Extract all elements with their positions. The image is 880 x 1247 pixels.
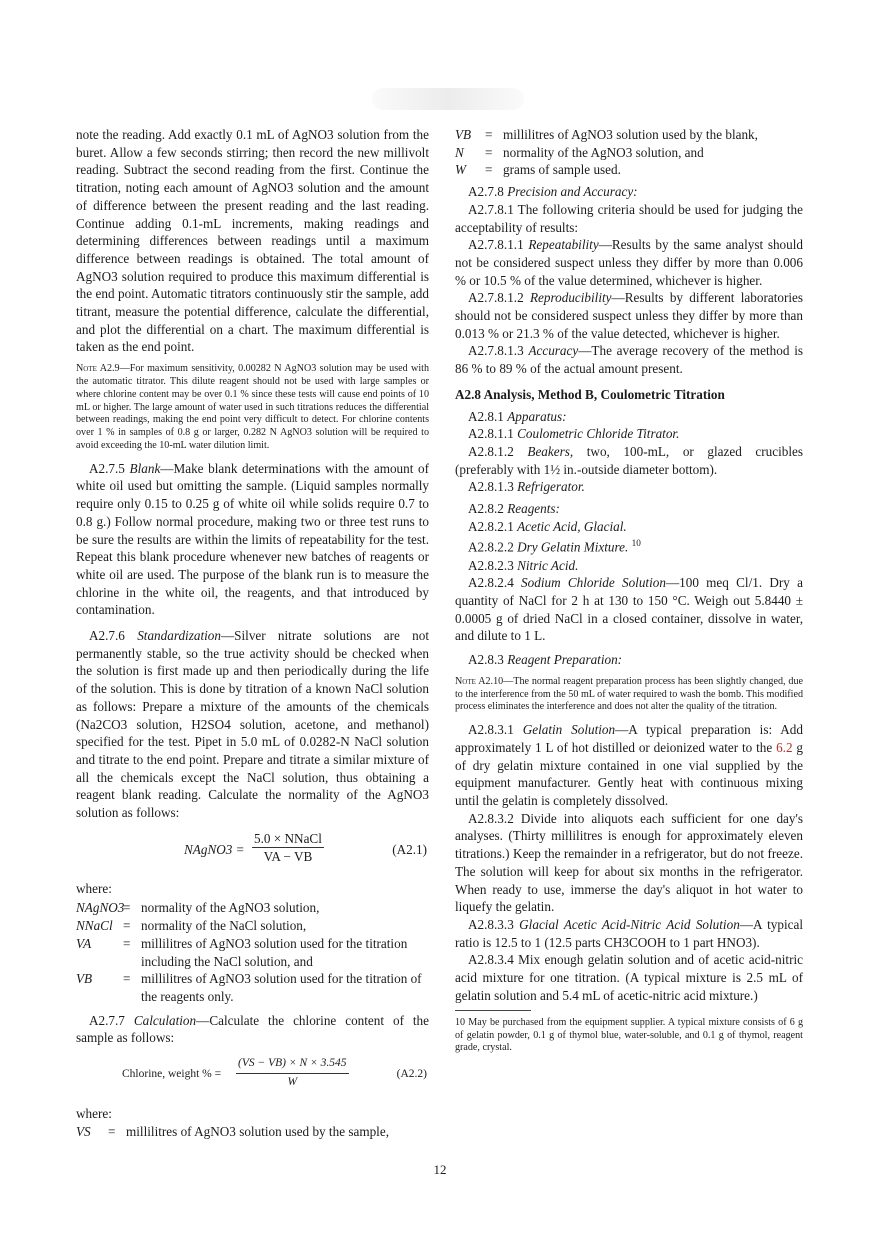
section-a2-7-7 xyxy=(76,1012,429,1047)
definition-item: NNaCl = normality of the NaCl solution, xyxy=(76,918,307,934)
section-a2-7-8-1: A2.7.8.1 The following criteria should be used for judging the acceptability of results: xyxy=(455,201,803,235)
where-label: where: xyxy=(76,880,112,896)
definition-item: VB = millilitres of AgNO3 solution used for the titration of the reagents only. xyxy=(76,971,422,1004)
section-title: Calculation xyxy=(133,1012,197,1028)
section-text: —Make blank determinations with the amount of white oil used but omitting the sample. (Liquid samples normally require only 0.15 to 0.25 g of white oil while solids require 0.7 to 0.8 g.) Follow normal procedure, making two or three test runs to be sure the results are within the limits of repeatability for the test. Repeat this blank procedure whenever new batches of reagents or white oil are used. The purpose of the blank run is to measure the chlorine in the white oil, the reagents, and that introduced by contamination. xyxy=(76,460,430,618)
definition-item: N = normality of the AgNO3 solution, and xyxy=(455,144,704,160)
footnote: 10 May be purchased from the equipment supplier. A typical mixture consists of 6 g of gelatin powder, 0.1 g of thymol blue, water-soluble, and 0.1 g of thymol, reagent grade, crystal. xyxy=(455,1017,803,1054)
left-column xyxy=(76,126,429,1141)
equation-denominator: W xyxy=(287,1075,298,1088)
definition-item: VA = millilitres of AgNO3 solution used for the titration including the NaCl solution, and xyxy=(76,935,408,969)
note-a2-10 xyxy=(455,676,803,714)
section-a2-8-2-2: A2.8.2.2 Dry Gelatin Mixture. $^{10}$ xyxy=(468,538,641,555)
footnote-divider xyxy=(455,1010,531,1011)
equation-fraction xyxy=(236,1055,349,1091)
section-title: Standardization xyxy=(137,628,221,644)
note-text: —The normal reagent preparation process has been slightly changed, due to the interference from the 50 mL of water required to wash the bomb. This modified process eliminates the interference and does not alter the quality of the titration. xyxy=(455,675,803,713)
section-number: A2.7.7 xyxy=(89,1012,125,1028)
paragraph-intro: note the reading. Add exactly 0.1 mL of AgNO3 solution from the buret. Allow a few seconds stirring; then record the new millivolt reading. Subtract the second reading from the first. Continue the titration, noting each amount of AgNO3 solution and the amount of difference between the present reading and the last reading. Continue adding 0.1-mL increments, making readings and determining differences between readings until a maximum difference between readings is obtained. The total amount of AgNO3 solution required to produce this maximum differential is the end point. Automatic titrators continuously stir the sample, add titrant, measure the potential difference, calculate the differential, and plot the differential on a chart. The maximum differential is taken as the end point. xyxy=(76,127,429,355)
section-a2-8-3-4: A2.8.3.4 Mix enough gelatin solution and of acetic acid-nitric acid mixture for one titration. (A typical mixture is 2.5 mL of gelatin solution and 5.4 mL of acetic-nitric acid mixture.) xyxy=(455,952,803,1003)
section-a2-8-3-1: A2.8.3.1 Gelatin Solution—A typical preparation is: Add approximately 1 L of hot distilled or deionized water to the 6.2 g of dry gelatin mixture contained in one vial supplied by the equipment manufacturer. Gently heat with continuous mixing until the gelatin is completely dissolved. xyxy=(455,722,804,808)
section-text: —Calculate the chlorine content of the sample as follows: xyxy=(76,1012,429,1046)
section-a2-8-1-2: A2.8.1.2 Beakers, two, 100-mL, or glazed crucibles (preferably with 1½ in.-outside diameter bottom). xyxy=(455,443,803,477)
section-number: A2.7.6 xyxy=(89,628,125,644)
section-a2-7-8-1-1: A2.7.8.1.1 Repeatability—Results by the same analyst should not be considered suspect unless they differ by more than 0.006 % or 10.5 % of the value determined, whichever is higher. xyxy=(455,237,804,288)
section-a2-8-2: A2.8.2 Reagents: xyxy=(468,501,560,517)
section-a2-8-3-2: A2.8.3.2 Divide into aliquots each sufficient for one day's analyses. (Thirty millilitres is enough for approximately eleven titrations.) Keep the remainder in a refrigerator, but do not freeze. The solution will keep for about six months in the refrigerator. When ready to use, immerse the day's aliquot in hot water to liquefy the gelatin. xyxy=(455,810,803,915)
section-a2-8-2-3: A2.8.2.3 Nitric Acid. xyxy=(468,557,579,573)
section-heading-a2-8: A2.8 Analysis, Method B, Coulometric Titration xyxy=(455,386,725,402)
equation-numerator: (VS − VB) × N × 3.545 xyxy=(236,1055,349,1074)
right-column xyxy=(455,126,803,1004)
section-a2-8-2-1: A2.8.2.1 Acetic Acid, Glacial. xyxy=(468,518,627,534)
note-text: —For maximum sensitivity, 0.00282 N AgNO3 solution may be used with the automatic titrator. This dilute reagent should not be used with large samples or where chlorine content may be over 0.1 % since these tests will cause end points of 10 mL or higher. The large amount of water used in such titrations reduces the differential between readings, making the end point very difficult to detect. For chlorine contents over 1 % in samples of 0.8 g or larger, 0.282 N AgNO3 solution will be required to avoid exceeding the 10-mL water dilution limit. xyxy=(76,363,429,451)
section-a2-7-5 xyxy=(76,460,429,619)
section-a2-7-6 xyxy=(76,627,429,822)
section-text: —Silver nitrate solutions are not permanently stable, so the true activity should be checked when the solution is first made up and then periodically during the life of the solution. This is done by titration of a known NaCl solution as follows: Prepare a mixture of the amounts of the chemicals (Na2CO3 solution, H2SO4 solution, acetone, and methanol) specified for the test. Pipet in 5.0 mL of 0.0282-N NaCl solution and titrate to the end point. Prepare and titrate a similar mixture of all the chemicals except the NaCl solution, thus obtaining a reagent blank reading. Calculate the normality of the AgNO3 solution as follows: xyxy=(76,628,430,821)
section-title: Blank xyxy=(129,460,161,476)
definition-item: VS = millilitres of AgNO3 solution used by the sample, xyxy=(76,1123,389,1139)
equation-denominator: VA − VB xyxy=(263,849,313,865)
equation-a2-2 xyxy=(76,1053,429,1099)
equation-lhs: NAgNO3 = xyxy=(184,841,245,857)
definitions-list xyxy=(76,899,429,1005)
section-a2-8-1-3: A2.8.1.3 Refrigerator. xyxy=(468,479,585,495)
equation-a2-1 xyxy=(76,828,429,874)
note-a2-9 xyxy=(76,363,429,453)
where-label: where: xyxy=(76,1106,112,1122)
definitions-list xyxy=(455,126,803,179)
section-a2-7-8: A2.7.8 Precision and Accuracy: xyxy=(468,184,638,200)
section-a2-8-3-3: A2.8.3.3 Glacial Acetic Acid-Nitric Acid Solution—A typical ratio is 12.5 to 1 (12.5 parts CH3COOH to 1 part HNO3). xyxy=(455,916,804,950)
section-a2-8-2-4: A2.8.2.4 Sodium Chloride Solution—100 meq Cl/1. Dry a quantity of NaCl for 2 h at 130 to 150 °C. Weigh out 5.8440 ± 0.0005 g of dried NaCl in a closed container, dissolve in water, and dilute to 1 L. xyxy=(455,575,803,644)
section-reference-link[interactable]: 6.2 xyxy=(776,739,793,755)
page-number: 12 xyxy=(433,1162,447,1177)
section-title: Precision and Accuracy: xyxy=(507,184,638,200)
section-a2-7-8-1-3: A2.7.8.1.3 Accuracy—The average recovery of the method is 86 % to 89 % of the actual amount present. xyxy=(455,343,803,377)
note-label: Note A2.10 xyxy=(455,675,504,687)
definition-item: W = grams of sample used. xyxy=(455,162,621,178)
equation-numerator: 5.0 × NNaCl xyxy=(252,830,324,849)
section-a2-8-3: A2.8.3 Reagent Preparation: xyxy=(468,652,623,668)
definition-item: VB = millilitres of AgNO3 solution used by the blank, xyxy=(455,127,758,142)
footnote-marker: 10 xyxy=(631,538,641,549)
equation-fraction xyxy=(252,830,324,866)
equation-number: (A2.2) xyxy=(396,1068,427,1081)
section-a2-8-1-1: A2.8.1.1 Coulometric Chloride Titrator. xyxy=(468,426,680,442)
section-a2-7-8-1-2: A2.7.8.1.2 Reproducibility—Results by different laboratories should not be considered suspect unless they differ by more than 0.013 % or 21.3 % of the value detected, whichever is higher. xyxy=(455,290,804,341)
equation-number: (A2.1) xyxy=(392,841,427,857)
definition-item: NAgNO3 = normality of the AgNO3 solution, xyxy=(76,900,320,916)
equation-lhs: Chlorine, weight % = xyxy=(122,1068,222,1081)
note-label: Note A2.9 xyxy=(76,363,120,375)
section-a2-8-1: A2.8.1 Apparatus: xyxy=(468,408,567,424)
section-number: A2.7.5 xyxy=(89,460,125,476)
watermark xyxy=(372,88,524,110)
